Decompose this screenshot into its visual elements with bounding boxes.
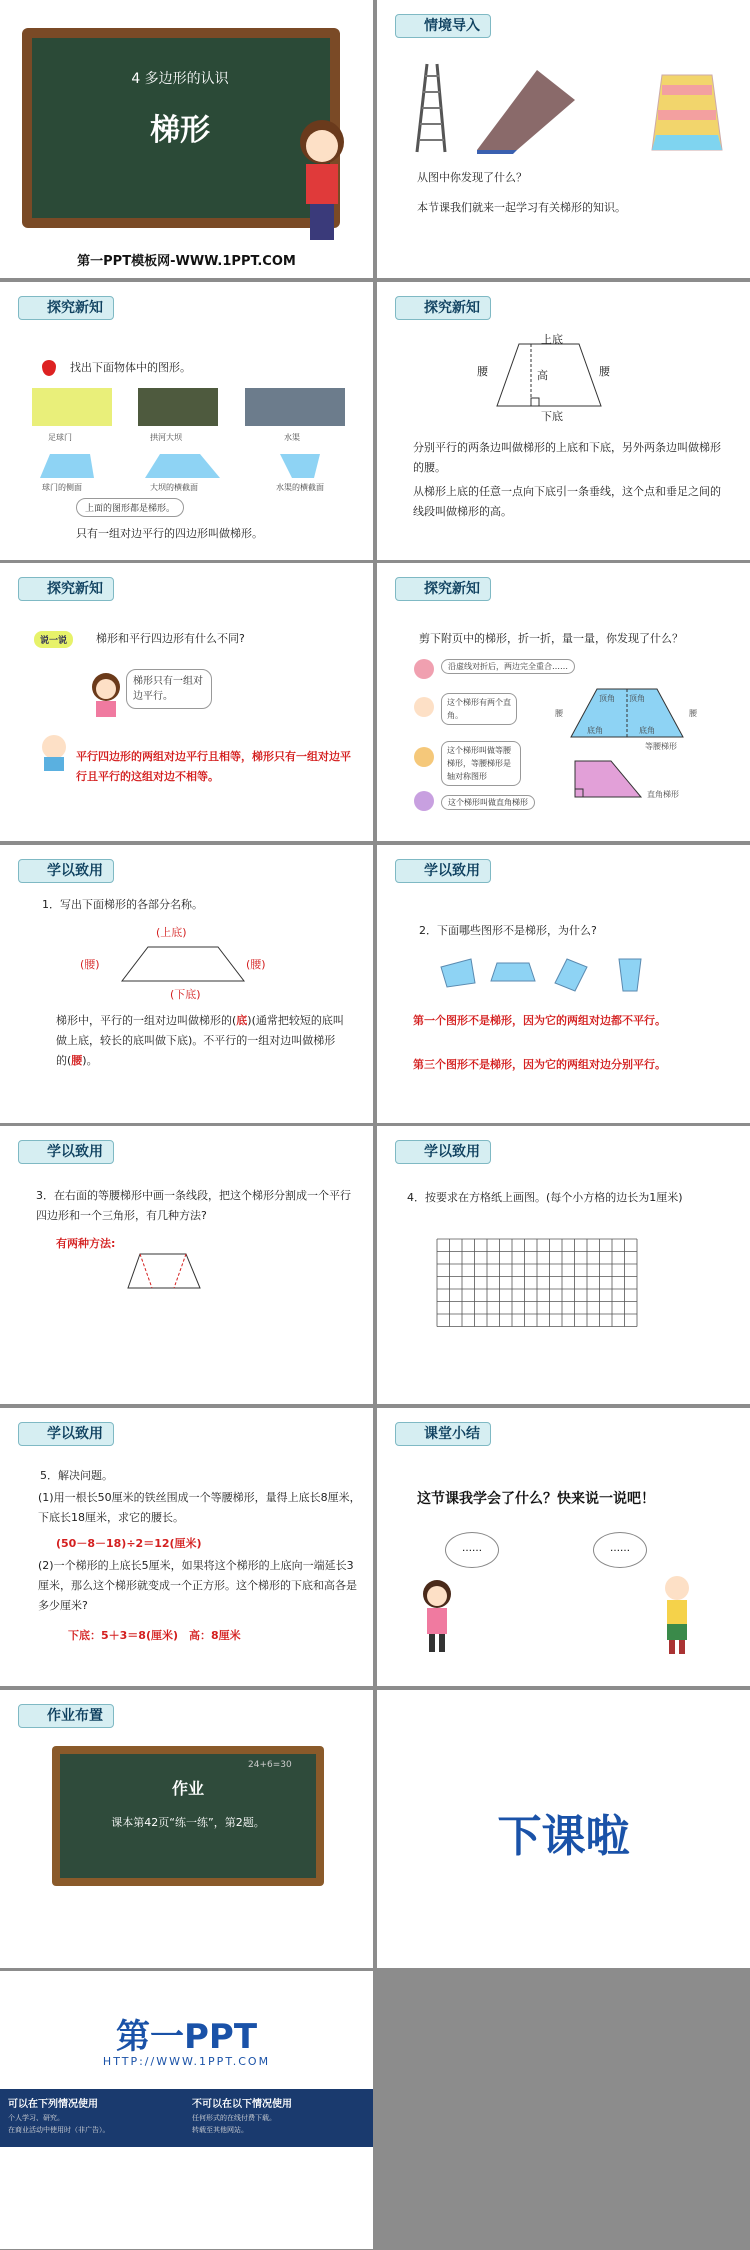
section-tag: 学以致用: [18, 1140, 114, 1164]
label-top-angle-2: 顶角: [629, 694, 645, 703]
slope-illustration: [477, 70, 577, 155]
slide-end: [377, 1690, 750, 1968]
chapter-title: 4 多边形的认识: [131, 71, 229, 87]
say-badge: 说一说: [34, 631, 73, 648]
slide-apply-3: [0, 1126, 373, 1404]
label-canal-section: 水渠的横截面: [276, 483, 324, 492]
cannot-use-title: 不可以在以下情况使用: [192, 2099, 292, 2110]
question-text: 3．在右面的等腰梯形中画一条线段，把这个梯形分割成一个平行四边形和一个三角形，有几种方法?: [36, 1189, 351, 1222]
label-goal-side: 球门的侧面: [42, 483, 82, 492]
box-illustration: [642, 65, 732, 155]
slide-explore-2: [377, 282, 750, 560]
question-text: 1．写出下面梯形的各部分名称。: [42, 898, 203, 911]
slide-homework: [0, 1690, 373, 1968]
top-base-answer: (上底): [156, 926, 187, 939]
speech-bubble: 上面的图形都是梯形。: [76, 498, 184, 517]
label-leg-left: 腰: [555, 709, 563, 718]
question-text: 剪下附页中的梯形，折一折，量一量，你发现了什么？: [419, 632, 683, 645]
footer-text: 第一PPT模板网-WWW.1PPT.COM: [77, 254, 296, 269]
kids-illustration: [409, 655, 439, 815]
isosceles-trapezoid-cut: [124, 1252, 204, 1292]
problem-2: (2)一个梯形的上底长5厘米，如果将这个梯形的上底向一端延长3厘米，那么这个梯形就变成一个正方形。这个梯形的下底和高各是多少厘米?: [38, 1559, 357, 1612]
section-tag: 学以致用: [18, 859, 114, 883]
thought-bubble-1: ……: [445, 1532, 499, 1568]
homework-title: 作业: [171, 1779, 204, 1798]
trapezoid-figure: [118, 945, 248, 985]
can-use-title: 可以在下列情况使用: [8, 2099, 98, 2110]
slide-apply-1: [0, 845, 373, 1123]
boy-illustration: [657, 1572, 697, 1656]
can-use-1: 个人学习、研究。: [8, 2114, 64, 2122]
label-height: 高: [537, 369, 548, 382]
label-top-angle-1: 顶角: [599, 694, 615, 703]
brand-logo: 第一PPT: [115, 2017, 258, 2057]
label-bottom-angle-2: 底角: [639, 726, 655, 735]
label-isosceles: 等腰梯形: [645, 742, 677, 751]
trapezoid-diagram: [489, 342, 609, 412]
question-text: 2．下面哪些图形不是梯形，为什么?: [419, 924, 597, 937]
ladder-illustration: [405, 60, 455, 155]
section-tag: 情境导入: [395, 14, 491, 38]
goal-photo: [32, 388, 112, 426]
definition-2: 从梯形上底的任意一点向下底引一条垂线，这个点和垂足之间的线段叫做梯形的高。: [413, 485, 721, 518]
strawberry-icon: [42, 360, 56, 376]
answer-2: 第三个图形不是梯形，因为它的两组对边分别平行。: [413, 1058, 666, 1071]
intro-text: 本节课我们就来一起学习有关梯形的知识。: [417, 201, 626, 214]
answer-1: (50－8－18)÷2＝12(厘米): [56, 1537, 202, 1550]
section-tag: 学以致用: [18, 1422, 114, 1446]
left-leg-answer: (腰): [80, 958, 100, 971]
chalk-math: 24+6=30: [248, 1760, 292, 1770]
bottom-base-answer: (下底): [170, 988, 201, 1001]
trapezoid-shapes: [30, 452, 350, 482]
slide-license: [0, 1971, 373, 2249]
slide-explore-4: [377, 563, 750, 841]
label-canal: 水渠: [284, 433, 300, 442]
conclusion-text: 只有一组对边平行的四边形叫做梯形。: [76, 527, 263, 540]
slide-summary: [377, 1408, 750, 1686]
shape-options: [437, 957, 687, 997]
right-trapezoid: [571, 757, 651, 801]
cannot-use-1: 任何形式的在线付费下载。: [192, 2114, 276, 2122]
end-text: 下课啦: [497, 1811, 630, 1862]
label-right-leg: 腰: [599, 365, 610, 378]
section-tag: 探究新知: [395, 577, 491, 601]
canal-photo: [245, 388, 345, 426]
summary-question: 这节课我学会了什么？快来说一说吧！: [417, 1491, 655, 1507]
slide-apply-5: [0, 1408, 373, 1686]
speech-bubble: 梯形只有一组对边平行。: [126, 669, 212, 709]
grid-paper: [422, 1234, 707, 1334]
question-text: 从图中你发现了什么？: [417, 171, 527, 184]
isosceles-trapezoid: [567, 685, 687, 745]
slide-explore-3: [0, 563, 373, 841]
answer-1: 第一个图形不是梯形，因为它的两组对边都不平行。: [413, 1014, 666, 1027]
bubble-right-angle: 这个梯形有两个直角。: [441, 693, 517, 725]
label-leg-right: 腰: [689, 709, 697, 718]
slide-intro: [377, 0, 750, 278]
problem-1: (1)用一根长50厘米的铁丝围成一个等腰梯形，量得上底长8厘米，下底长18厘米，求它的腰长。: [38, 1491, 361, 1524]
label-top-base: 上底: [541, 333, 563, 346]
boy-illustration: [36, 731, 72, 771]
label-dam-section: 大坝的横截面: [150, 483, 198, 492]
section-tag: 探究新知: [18, 577, 114, 601]
label-bottom-base: 下底: [541, 410, 563, 423]
answer-2: 下底：5＋3＝8(厘米) 高：8厘米: [68, 1629, 241, 1642]
slide-title: [0, 0, 373, 278]
section-tag: 学以致用: [395, 1140, 491, 1164]
bubble-isosceles: 这个梯形叫做等腰梯形，等腰梯形是轴对称图形: [441, 741, 521, 786]
bubble-fold: 沿虚线对折后，两边完全重合……: [441, 659, 575, 674]
cannot-use-2: 转载至其他网站。: [192, 2126, 248, 2134]
page-title: 梯形: [150, 113, 210, 148]
task-text: 找出下面物体中的图形。: [70, 361, 191, 374]
section-tag: 作业布置: [18, 1704, 114, 1728]
label-bottom-angle-1: 底角: [587, 726, 603, 735]
brand-url: HTTP://WWW.1PPT.COM: [102, 2055, 271, 2068]
label-left-leg: 腰: [477, 365, 488, 378]
section-tag: 探究新知: [18, 296, 114, 320]
homework-body: 课本第42页“练一练”，第2题。: [111, 1816, 265, 1829]
label-dam: 拱河大坝: [150, 433, 182, 442]
label-goal: 足球门: [48, 433, 72, 442]
dam-photo: [138, 388, 218, 426]
slide-apply-4: [377, 1126, 750, 1404]
question-text: 4．按要求在方格纸上画图。(每个小方格的边长为1厘米): [407, 1191, 683, 1204]
section-tag: 学以致用: [395, 859, 491, 883]
bubble-right-trapezoid: 这个梯形叫做直角梯形: [441, 795, 535, 810]
slide-apply-2: [377, 845, 750, 1123]
question-text: 5．解决问题。: [40, 1469, 113, 1482]
section-tag: 探究新知: [395, 296, 491, 320]
girl-illustration: [86, 669, 126, 719]
question-text: 梯形和平行四边形有什么不同?: [96, 632, 245, 645]
section-tag: 课堂小结: [395, 1422, 491, 1446]
thought-bubble-2: ……: [593, 1532, 647, 1568]
girl-illustration: [417, 1576, 457, 1656]
can-use-2: 在商业活动中使用时（非广告）。: [8, 2126, 110, 2134]
answer-text: 有两种方法:: [56, 1237, 116, 1250]
slide-explore-1: [0, 282, 373, 560]
answer-text: 平行四边形的两组对边平行且相等，梯形只有一组对边平行且平行的这组对边不相等。: [76, 750, 351, 783]
teacher-illustration: [282, 112, 362, 242]
right-leg-answer: (腰): [246, 958, 266, 971]
definition-1: 分别平行的两条边叫做梯形的上底和下底，另外两条边叫做梯形的腰。: [413, 441, 721, 474]
definition-text: 梯形中，平行的一组对边叫做梯形的(底)(通常把较短的底叫做上底，较长的底叫做下底)。不平行的一组对边叫做梯形的(腰)。: [56, 1014, 344, 1067]
label-right-trapezoid: 直角梯形: [647, 790, 679, 799]
